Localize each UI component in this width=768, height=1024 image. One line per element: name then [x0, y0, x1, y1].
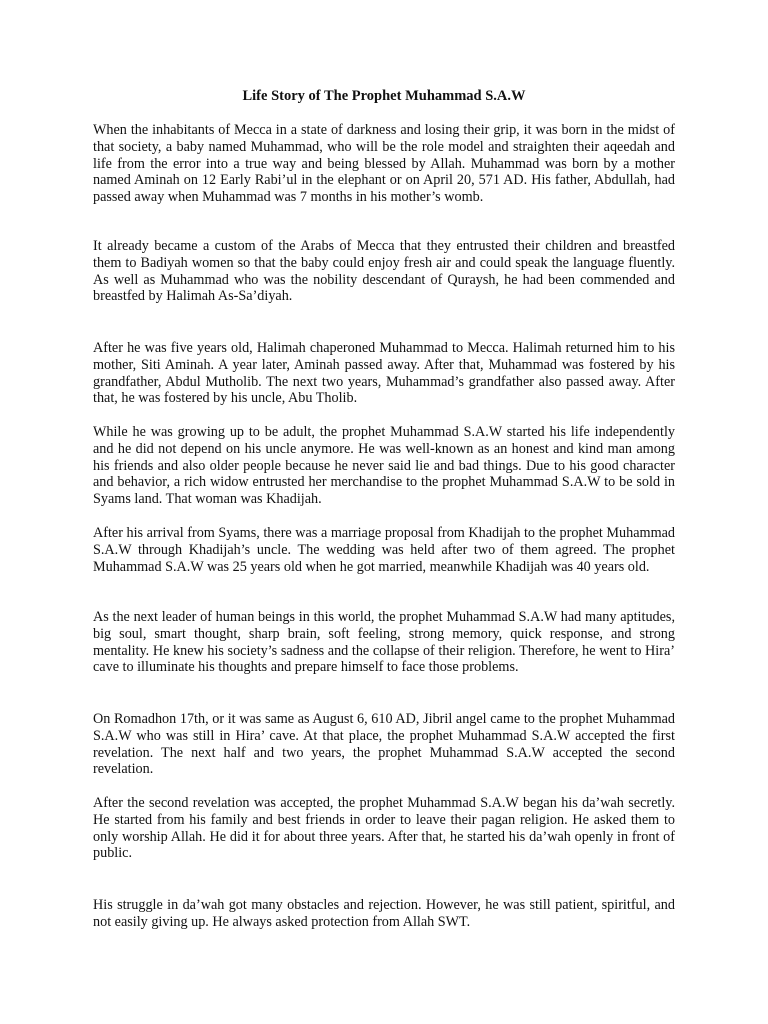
paragraph-childhood: After he was five years old, Halimah chaperoned Muhammad to Mecca. Halimah returned him to his mother, Siti Aminah. A year later, Aminah passed away. After that, Muhammad was fostered by his grandfather, Abdul Mutholib. The next two years, Muhammad’s grandfather also passed away. After that, he was fostered by his uncle, Abu Tholib. [93, 340, 675, 407]
paragraph-struggle: His struggle in da’wah got many obstacles and rejection. However, he was still patient, spiritful, and not easily giving up. He always asked protection from Allah SWT. [93, 897, 675, 930]
paragraph-adulthood: While he was growing up to be adult, the prophet Muhammad S.A.W started his life independently and he did not depend on his uncle anymore. He was well-known as an honest and kind man among his friends and also older people because he never said lie and bad things. Due to his good character and behavior, a rich widow entrusted her merchandise to the prophet Muhammad S.A.W to be sold in Syams land. That woman was Khadijah. [93, 424, 675, 508]
paragraph-birth: When the inhabitants of Mecca in a state of darkness and losing their grip, it was born in the midst of that society, a baby named Muhammad, who will be the role model and straighten their aqeedah and life from the error into a true way and being blessed by Allah. Muhammad was born by a mother named Aminah on 12 Early Rabi’ul in the elephant or on April 20, 571 AD. His father, Abdullah, had passed away when Muhammad was 7 months in his mother’s womb. [93, 122, 675, 206]
paragraph-breastfeeding: It already became a custom of the Arabs of Mecca that they entrusted their children and breastfed them to Badiyah women so that the baby could enjoy fresh air and could speak the language fluently. As well as Muhammad who was the nobility descendant of Quraysh, he had been commended and breastfed by Halimah As-Sa’diyah. [93, 238, 675, 305]
paragraph-leadership: As the next leader of human beings in this world, the prophet Muhammad S.A.W had many aptitudes, big soul, smart thought, sharp brain, soft feeling, strong memory, quick response, and strong mentality. He knew his society’s sadness and the collapse of their religion. Therefore, he went to Hira’ cave to illuminate his thoughts and prepare himself to face those problems. [93, 609, 675, 676]
paragraph-revelation: On Romadhon 17th, or it was same as August 6, 610 AD, Jibril angel came to the prophet Muhammad S.A.W who was still in Hira’ cave. At that place, the prophet Muhammad S.A.W accepted the first revelation. The next half and two years, the prophet Muhammad S.A.W accepted the second revelation. [93, 711, 675, 778]
paragraph-dawah: After the second revelation was accepted, the prophet Muhammad S.A.W began his da’wah secretly. He started from his family and best friends in order to leave their pagan religion. He asked them to only worship Allah. He did it for about three years. After that, he started his da’wah openly in front of public. [93, 795, 675, 862]
paragraph-marriage: After his arrival from Syams, there was a marriage proposal from Khadijah to the prophet Muhammad S.A.W through Khadijah’s uncle. The wedding was held after two of them agreed. The prophet Muhammad S.A.W was 25 years old when he got married, meanwhile Khadijah was 40 years old. [93, 525, 675, 575]
document-title: Life Story of The Prophet Muhammad S.A.W [242, 88, 526, 104]
